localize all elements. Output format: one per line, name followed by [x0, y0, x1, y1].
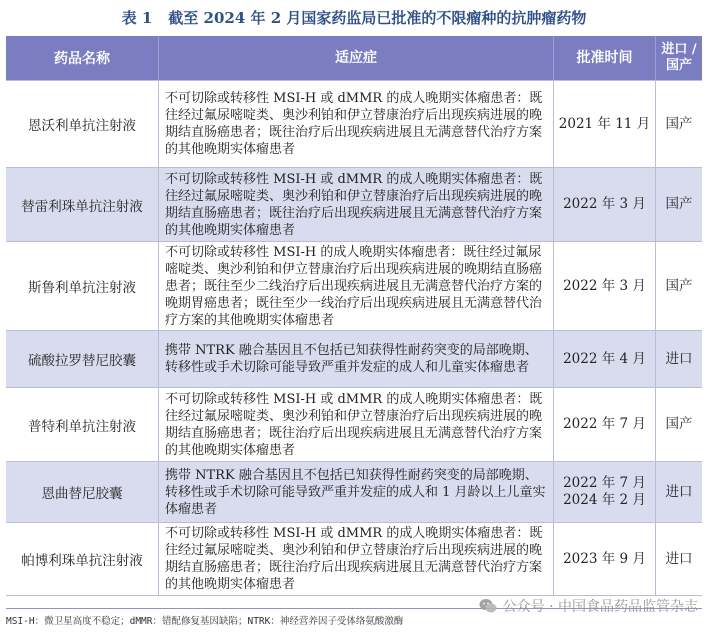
indication: 携带 NTRK 融合基因且不包括已知获得性耐药突变的局部晚期、转移性或手术切除可能导致严重并发症的成人和 1 月龄以上儿童实体瘤患者: [159, 462, 554, 522]
drug-table: [6, 36, 702, 596]
approval-date: 2022 年 3 月: [554, 242, 656, 330]
header-origin: 进口 / 国产: [661, 42, 697, 73]
drug-name: 恩沃利单抗注射液: [6, 81, 159, 167]
table-row: [6, 168, 702, 242]
indication: 不可切除或转移性 MSI-H 或 dMMR 的成人晚期实体瘤患者：既往经过氟尿嘧啶类、奥沙利铂和伊立替康治疗后出现疾病进展的晚期结直肠癌患者；既往治疗后出现疾病进展且无满意替代治疗方案的其他晚期实体瘤患者: [159, 388, 554, 461]
indication: 不可切除或转移性 MSI-H 或 dMMR 的成人晚期实体瘤患者：既往经过氟尿嘧啶类、奥沙利铂和伊立替康治疗后出现疾病进展的晚期结直肠癌患者；既往治疗后出现疾病进展且无满意替代治疗方案的其他晚期实体瘤患者: [159, 81, 554, 167]
table-row: [6, 523, 702, 596]
approval-date: 2022 年 7 月 2024 年 2 月: [554, 462, 656, 522]
table-row: [6, 242, 702, 331]
table-header-row: [6, 36, 702, 81]
drug-name: 斯鲁利单抗注射液: [6, 242, 159, 330]
table-row: [6, 81, 702, 168]
table-row: [6, 462, 702, 523]
table-title: 截至 2024 年 2 月国家药监局已批准的不限瘤种的抗肿瘤药物: [168, 8, 587, 27]
indication: 不可切除或转移性 MSI-H 或 dMMR 的成人晚期实体瘤患者：既往经过氟尿嘧啶类、奥沙利铂和伊立替康治疗后出现疾病进展的晚期结直肠癌患者；既往治疗后出现疾病进展且无满意替代治疗方案的其他晚期实体瘤患者: [159, 168, 554, 241]
indication: 不可切除或转移性 MSI-H 的成人晚期实体瘤患者：既往经过氟尿嘧啶类、奥沙利铂和伊立替康治疗后出现疾病进展的晚期结直肠癌患者；既往至少二线治疗后出现疾病进展且无满意替代治疗方案的晚期胃癌患者；既往至少一线治疗后出现疾病进展且无满意替代治疗方案的其他晚期实体瘤患者: [159, 242, 554, 330]
drug-name: 恩曲替尼胶囊: [6, 462, 159, 522]
origin: 进口: [665, 550, 693, 567]
header-drug-name: 药品名称: [6, 36, 159, 80]
approval-date: 2023 年 9 月: [554, 523, 656, 595]
origin: 国产: [665, 416, 693, 432]
table-row: [6, 331, 702, 388]
origin: 进口: [665, 483, 693, 500]
approval-date: 2022 年 7 月: [554, 388, 656, 461]
table-footnote: MSI-H：微卫星高度不稳定；dMMR：错配修复基因缺陷；NTRK：神经营养因子受体络氨酸激酶: [6, 616, 404, 627]
approval-date: 2022 年 4 月: [554, 331, 656, 387]
drug-name: 硫酸拉罗替尼胶囊: [6, 331, 159, 387]
drug-name: 普特利单抗注射液: [6, 388, 159, 461]
approval-date: 2021 年 11 月: [554, 81, 656, 167]
origin: 国产: [665, 196, 693, 212]
approval-date: 2022 年 3 月: [554, 168, 656, 241]
table-caption: [0, 0, 708, 34]
drug-name: 替雷利珠单抗注射液: [6, 168, 159, 241]
table-label: 表 1: [121, 8, 153, 27]
origin: 国产: [665, 277, 693, 294]
watermark-text: 公众号 · 中国食品药品监管杂志: [502, 599, 698, 615]
table-row: [6, 388, 702, 462]
origin: 国产: [665, 115, 693, 132]
drug-name: 帕博利珠单抗注射液: [6, 523, 159, 595]
wechat-watermark: [479, 596, 698, 616]
origin: 进口: [665, 350, 693, 367]
wechat-icon: [479, 598, 497, 614]
header-approval-date: 批准时间: [554, 36, 656, 80]
indication: 携带 NTRK 融合基因且不包括已知获得性耐药突变的局部晚期、转移性或手术切除可能导致严重并发症的成人和儿童实体瘤患者: [159, 331, 554, 387]
header-indication: 适应症: [159, 36, 554, 80]
indication: 不可切除或转移性 MSI-H 或 dMMR 的成人晚期实体瘤患者：既往经过氟尿嘧啶类、奥沙利铂和伊立替康治疗后出现疾病进展的晚期结直肠癌患者；既往治疗后出现疾病进展且无满意替代治疗方案的其他晚期实体瘤患者: [159, 523, 554, 595]
